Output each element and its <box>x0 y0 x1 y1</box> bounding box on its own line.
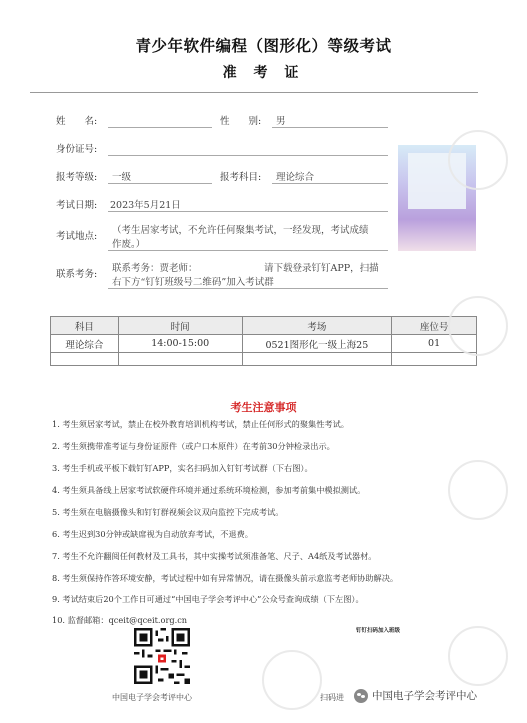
exam-table-header-row <box>51 317 477 335</box>
subject-label: 报考科目: <box>220 172 262 183</box>
level-value: 一级 <box>112 172 132 183</box>
gender-underline <box>272 127 388 128</box>
exam-table-header-time: 时间 <box>118 317 242 335</box>
watermark-stamp <box>448 130 508 190</box>
rule-item: 7. 考生不允许翻阅任何教材及工具书，其中实操考试须准备笔、尺子、A4纸及考试器材。 <box>52 551 377 561</box>
qr-right-caption: 扫码进 <box>320 693 344 702</box>
id-label: 身份证号: <box>56 144 98 155</box>
exam-table-empty-cell <box>242 353 392 366</box>
rule-item: 3. 考生手机或平板下载钉钉APP，实名扫码加入钉钉考试群（下右图）。 <box>52 463 313 473</box>
subject-underline <box>272 183 388 184</box>
level-label: 报考等级: <box>56 172 98 183</box>
level-underline <box>108 183 212 184</box>
exam-table-header-room: 考场 <box>242 317 392 335</box>
contact-line-2: 右下方“钉钉班级号二维码”加入考试群 <box>112 277 274 288</box>
header-divider <box>30 92 478 93</box>
contact-line-1a: 联系考务：贾老师： <box>112 263 198 274</box>
exam-table-subject: 理论综合 <box>51 335 119 353</box>
watermark-stamp <box>448 626 508 686</box>
rule-item: 9. 考试结束后20个工作日可通过“中国电子学会考评中心”公众号查询成绩（下左图）。 <box>52 594 364 604</box>
table-row-empty <box>51 353 477 366</box>
exam-table-header-seat: 座位号 <box>392 317 477 335</box>
page-title: 青少年软件编程（图形化）等级考试 <box>135 37 392 55</box>
exam-table <box>50 316 477 366</box>
exam-table-room: 0521图形化一级上海25 <box>242 335 392 353</box>
watermark-text: 中国电子学会考评中心 <box>372 690 477 702</box>
rule-item: 4. 考生须具备线上居家考试软硬件环境并通过系统环境检测，参加考前集中模拟测试。 <box>52 485 366 495</box>
date-value: 2023年5月21日 <box>110 200 181 211</box>
contact-underline <box>108 288 388 289</box>
date-underline <box>108 211 388 212</box>
gender-value: 男 <box>276 116 286 127</box>
exam-table-time: 14:00-15:00 <box>118 335 242 353</box>
exam-table-empty-cell <box>392 353 477 366</box>
rule-item: 5. 考生须在电脑摄像头和钉钉群视频会议双向监控下完成考试。 <box>52 507 284 517</box>
location-underline <box>108 250 388 251</box>
location-line-2: 作废。） <box>112 239 146 250</box>
rule-item: 6. 考生迟到30分钟或缺席视为自动放弃考试，不退费。 <box>52 529 253 539</box>
contact-label: 联系考务: <box>56 269 98 280</box>
qr-left-caption: 中国电子学会考评中心 <box>112 693 192 702</box>
date-label: 考试日期: <box>56 200 98 211</box>
qr-right-heading: 钉钉扫码加入班级 <box>356 628 401 634</box>
location-line-1: （考生居家考试，不允许任何聚集考试，一经发现，考试成绩 <box>112 225 369 236</box>
contact-line-1b: 请下载登录钉钉APP，扫描 <box>264 263 379 274</box>
name-underline <box>108 127 212 128</box>
wechat-qr-code[interactable] <box>134 628 190 684</box>
subject-value: 理论综合 <box>276 172 315 183</box>
gender-label: 性 别: <box>220 116 262 127</box>
watermark-stamp <box>448 460 508 520</box>
rule-item: 2. 考生须携带准考证与身份证原件（或户口本原件）在考前30分钟检录出示。 <box>52 441 335 451</box>
rule-item-email[interactable]: 10. 监督邮箱：qceit@qceit.org.cn <box>52 615 188 625</box>
watermark-stamp <box>262 650 322 710</box>
exam-table-seat: 01 <box>392 335 477 353</box>
watermark-stamp <box>448 296 508 356</box>
rule-item: 1. 考生须居家考试，禁止在校外教育培训机构考试，禁止任何形式的聚集性考试。 <box>52 419 349 429</box>
location-label: 考试地点: <box>56 231 98 242</box>
notice-title: 考生注意事项 <box>230 401 297 414</box>
table-row <box>51 335 477 353</box>
page-subtitle: 准 考 证 <box>222 65 305 81</box>
exam-table-empty-cell <box>118 353 242 366</box>
rule-item: 8. 考生须保持作答环境安静，考试过程中如有异常情况，请在摄像头前示意监考老师协助解决。 <box>52 573 399 583</box>
exam-table-header-subject: 科目 <box>51 317 119 335</box>
exam-table-empty-cell <box>51 353 119 366</box>
name-label: 姓 名: <box>56 116 98 127</box>
wechat-icon <box>354 689 368 703</box>
id-underline <box>108 155 388 156</box>
account-watermark <box>354 688 477 703</box>
